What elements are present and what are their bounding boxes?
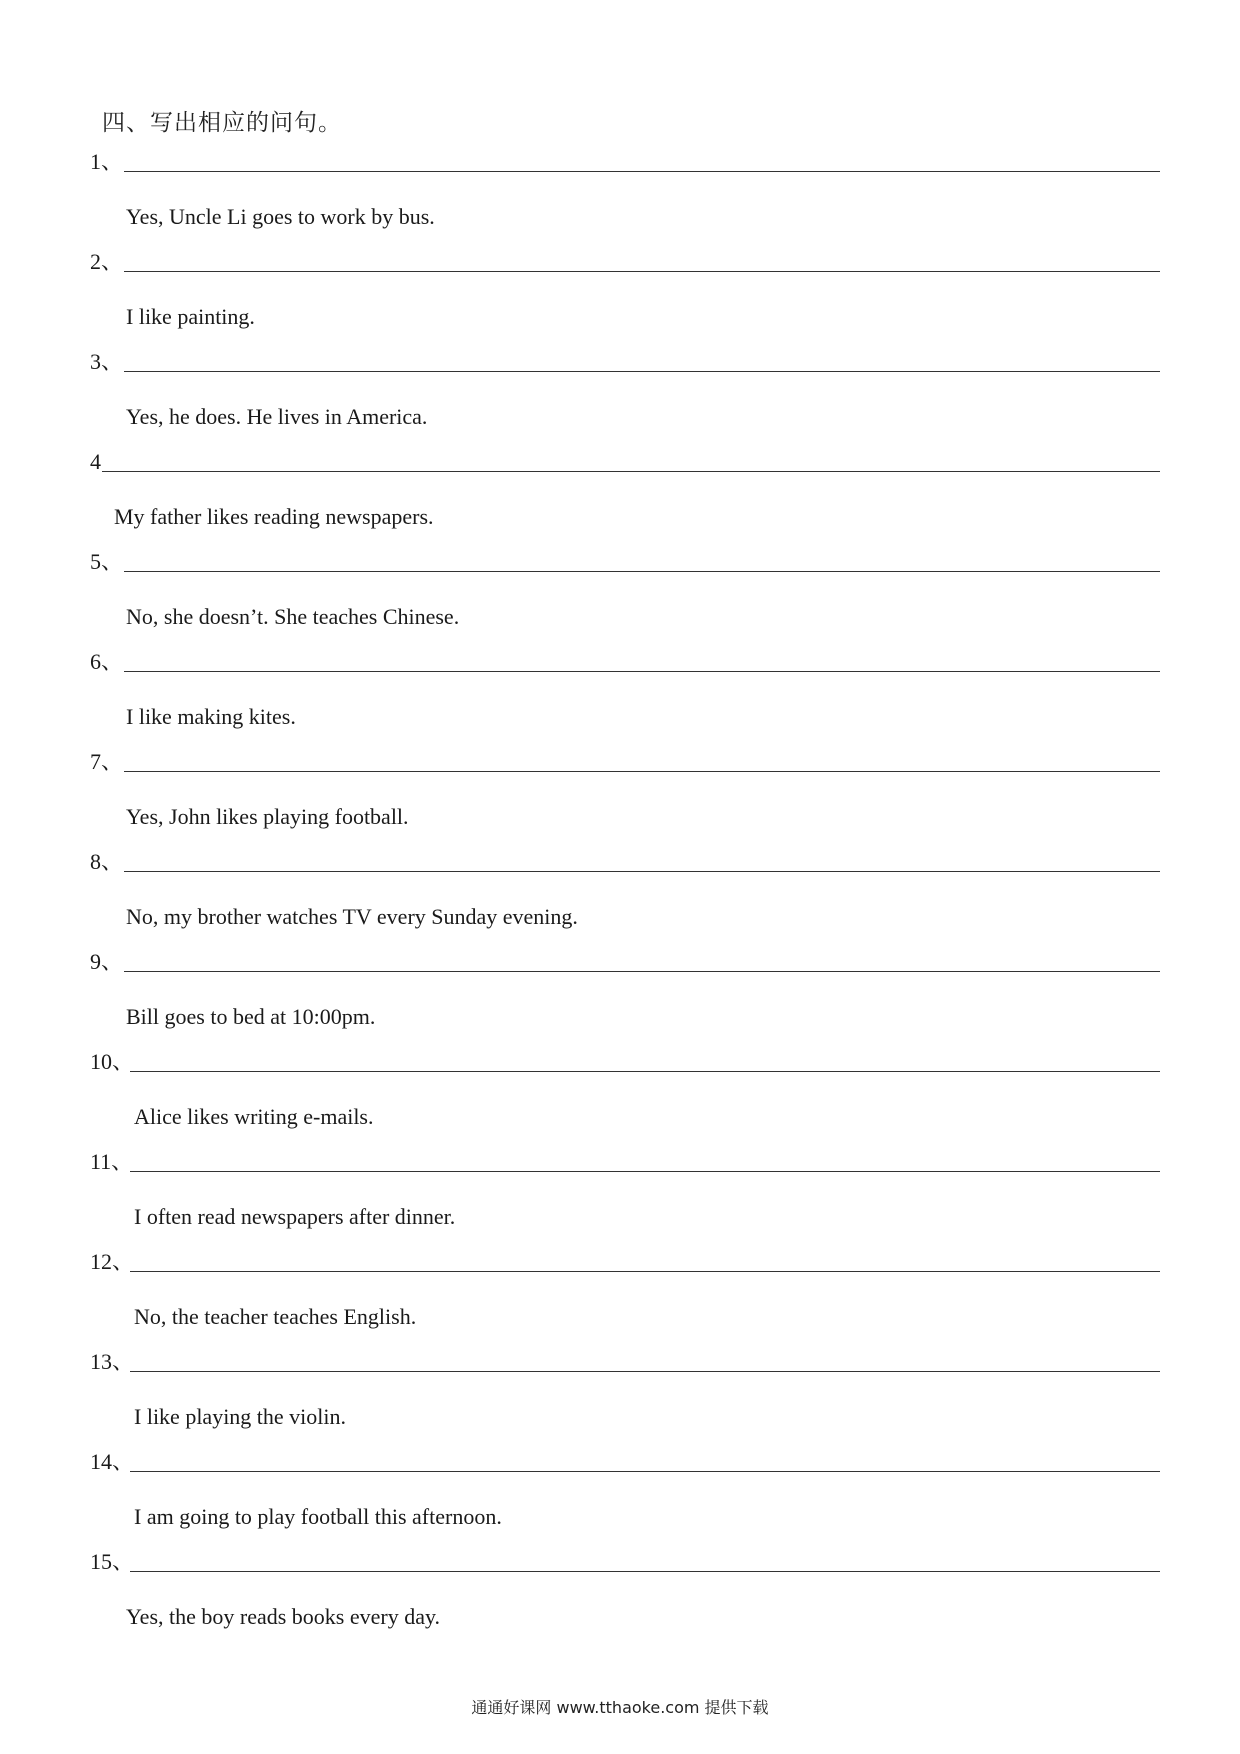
answer-blank-line[interactable]: [124, 271, 1160, 272]
given-answer: Yes, the boy reads books every day.: [126, 1604, 441, 1629]
question-row: [90, 749, 1160, 778]
answer-blank-line[interactable]: [130, 1571, 1160, 1572]
question-row: [90, 1149, 1160, 1178]
answer-blank-line[interactable]: [130, 1171, 1160, 1172]
question-row: [90, 149, 1160, 178]
question-row: [90, 1549, 1160, 1578]
question-number: 8、: [90, 849, 124, 874]
answer-blank-line[interactable]: [124, 171, 1160, 172]
given-answer: No, the teacher teaches English.: [134, 1304, 417, 1329]
given-answer: Bill goes to bed at 10:00pm.: [126, 1004, 376, 1029]
question-number: 3、: [90, 349, 124, 374]
question-number: 7、: [90, 749, 124, 774]
question-number: 12、: [90, 1249, 135, 1274]
answer-blank-line[interactable]: [124, 571, 1160, 572]
given-answer: Yes, he does. He lives in America.: [126, 404, 428, 429]
question-number: 2、: [90, 249, 124, 274]
question-number: 4: [90, 449, 101, 474]
given-answer: Alice likes writing e-mails.: [134, 1104, 374, 1129]
footer-credit: 通通好课网 www.tthaoke.com 提供下载: [471, 1698, 769, 1717]
answer-blank-line[interactable]: [124, 971, 1160, 972]
given-answer: I like painting.: [126, 304, 255, 329]
given-answer: No, she doesn’t. She teaches Chinese.: [126, 604, 460, 629]
answer-blank-line[interactable]: [130, 1471, 1160, 1472]
question-row: [90, 249, 1160, 278]
question-row: [90, 449, 1160, 478]
question-number: 10、: [90, 1049, 135, 1074]
given-answer: I often read newspapers after dinner.: [134, 1204, 456, 1229]
question-number: 6、: [90, 649, 124, 674]
question-number: 15、: [90, 1549, 135, 1574]
question-number: 13、: [90, 1349, 135, 1374]
answer-blank-line[interactable]: [102, 471, 1160, 472]
question-row: [90, 1449, 1160, 1478]
question-row: [90, 349, 1160, 378]
question-row: [90, 949, 1160, 978]
answer-blank-line[interactable]: [124, 671, 1160, 672]
answer-blank-line[interactable]: [124, 871, 1160, 872]
question-row: [90, 1249, 1160, 1278]
given-answer: Yes, John likes playing football.: [126, 804, 409, 829]
given-answer: I am going to play football this afternoon.: [134, 1504, 502, 1529]
question-number: 11、: [90, 1149, 134, 1174]
answer-blank-line[interactable]: [130, 1071, 1160, 1072]
given-answer: Yes, Uncle Li goes to work by bus.: [126, 204, 435, 229]
question-number: 1、: [90, 149, 124, 174]
given-answer: I like making kites.: [126, 704, 296, 729]
question-row: [90, 549, 1160, 578]
answer-blank-line[interactable]: [124, 371, 1160, 372]
given-answer: No, my brother watches TV every Sunday evening.: [126, 904, 578, 929]
question-number: 9、: [90, 949, 124, 974]
answer-blank-line[interactable]: [130, 1371, 1160, 1372]
question-row: [90, 649, 1160, 678]
question-row: [90, 849, 1160, 878]
answer-blank-line[interactable]: [130, 1271, 1160, 1272]
answer-blank-line[interactable]: [124, 771, 1160, 772]
question-row: [90, 1349, 1160, 1378]
given-answer: My father likes reading newspapers.: [114, 504, 434, 529]
question-number: 14、: [90, 1449, 135, 1474]
question-number: 5、: [90, 549, 124, 574]
question-row: [90, 1049, 1160, 1078]
page-title: 四、写出相应的问句。: [102, 110, 342, 136]
given-answer: I like playing the violin.: [134, 1404, 347, 1429]
